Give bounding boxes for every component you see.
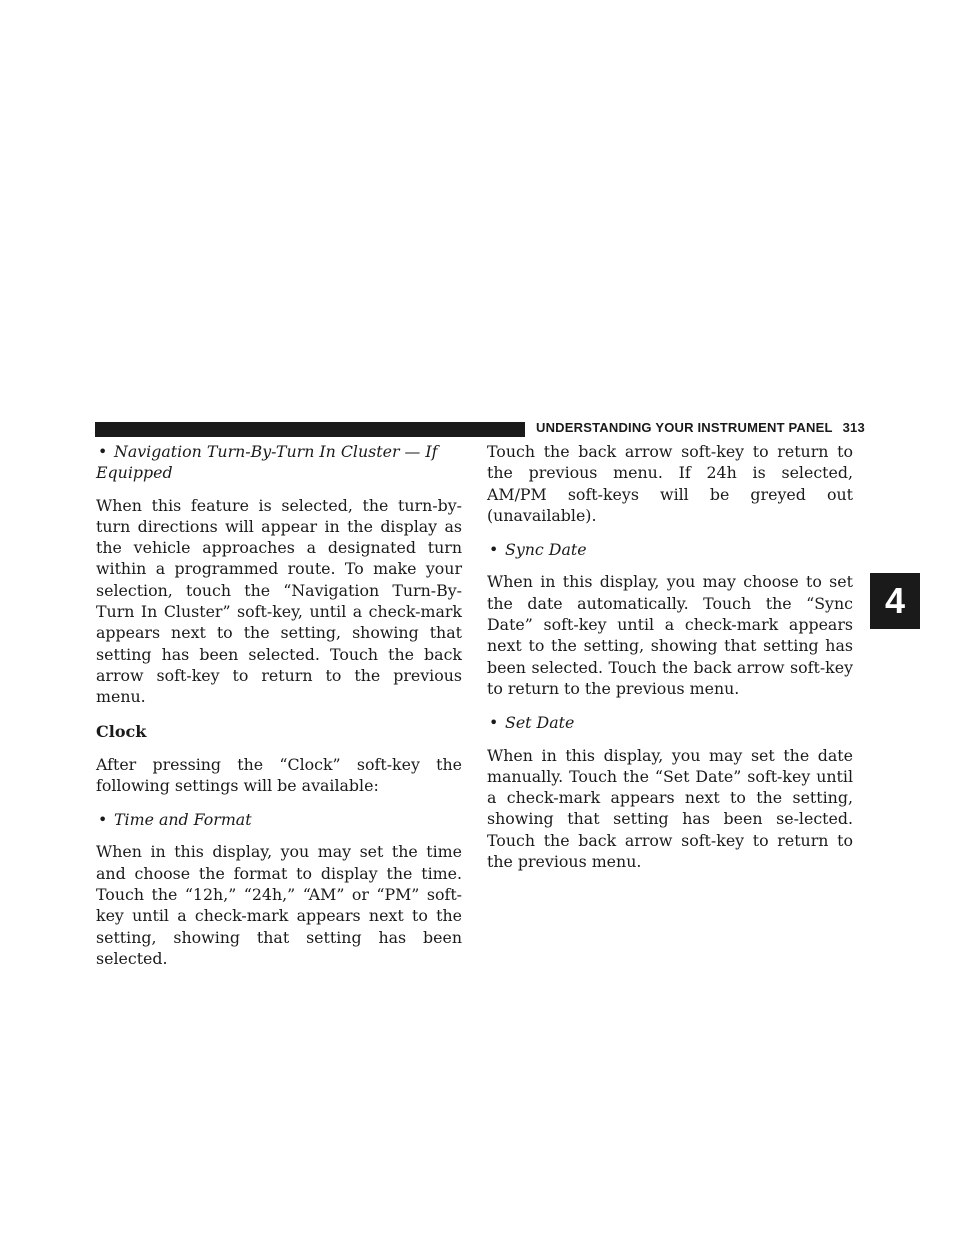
bullet-label: Navigation Turn-By-Turn In Cluster — If Equipped [96,442,438,483]
paragraph-set-date: When in this display, you may set the date manually. Touch the “Set Date” soft-key until a check-mark appears next to the setting, showing that setting has been se-lected. Touch the back arrow soft-key to return to the previous menu. [487,745,853,872]
bullet-time-and-format [96,809,462,830]
bullet-icon: • [98,810,108,830]
paragraph-time-and-format: When in this display, you may set the time and choose the format to display the time. Touch the “12h,” “24h,” “AM” or “PM” soft-key until a check-mark appears next to the setting, showing that setting has been selected. [96,842,462,968]
paragraph-sync-date: When in this display, you may choose to set the date automatically. Touch the “Sync Date” soft-key until a check-mark appears next to the setting, showing that setting has been selected. Touch the back arrow soft-key to return to the previous menu. [487,572,853,698]
bullet-icon: • [489,713,499,733]
running-header [536,420,865,435]
bullet-label: Set Date [505,713,575,733]
bullet-sync-date [487,539,853,560]
page-number: 313 [842,420,865,435]
heading-clock: Clock [96,721,147,741]
paragraph-time-continued: Touch the back arrow soft-key to return to the previous menu. If 24h is selected, AM/PM soft-keys will be greyed out (unavailable). [487,442,853,525]
bullet-set-date [487,712,853,733]
bullet-navigation-turn-by-turn [96,441,462,484]
header-rule [95,422,525,437]
bullet-icon: • [98,442,108,461]
left-column [96,441,462,982]
section-title: UNDERSTANDING YOUR INSTRUMENT PANEL [536,420,833,435]
chapter-tab: 4 [870,573,920,629]
paragraph-clock: After pressing the “Clock” soft-key the following settings will be available: [96,754,462,795]
paragraph-navigation: When this feature is selected, the turn-by-turn directions will appear in the display as the vehicle approaches a designated turn within a programmed route. To make your selection, touch the “Navigation Turn-By-Turn In Cluster” soft-key, until a check-mark appears next to the setting, showing that setting has been selected. Touch the back arrow soft-key to return to the previous menu. [96,495,462,707]
bullet-label: Sync Date [505,540,587,560]
bullet-icon: • [489,540,499,560]
bullet-label: Time and Format [114,810,252,830]
right-column [487,441,853,885]
